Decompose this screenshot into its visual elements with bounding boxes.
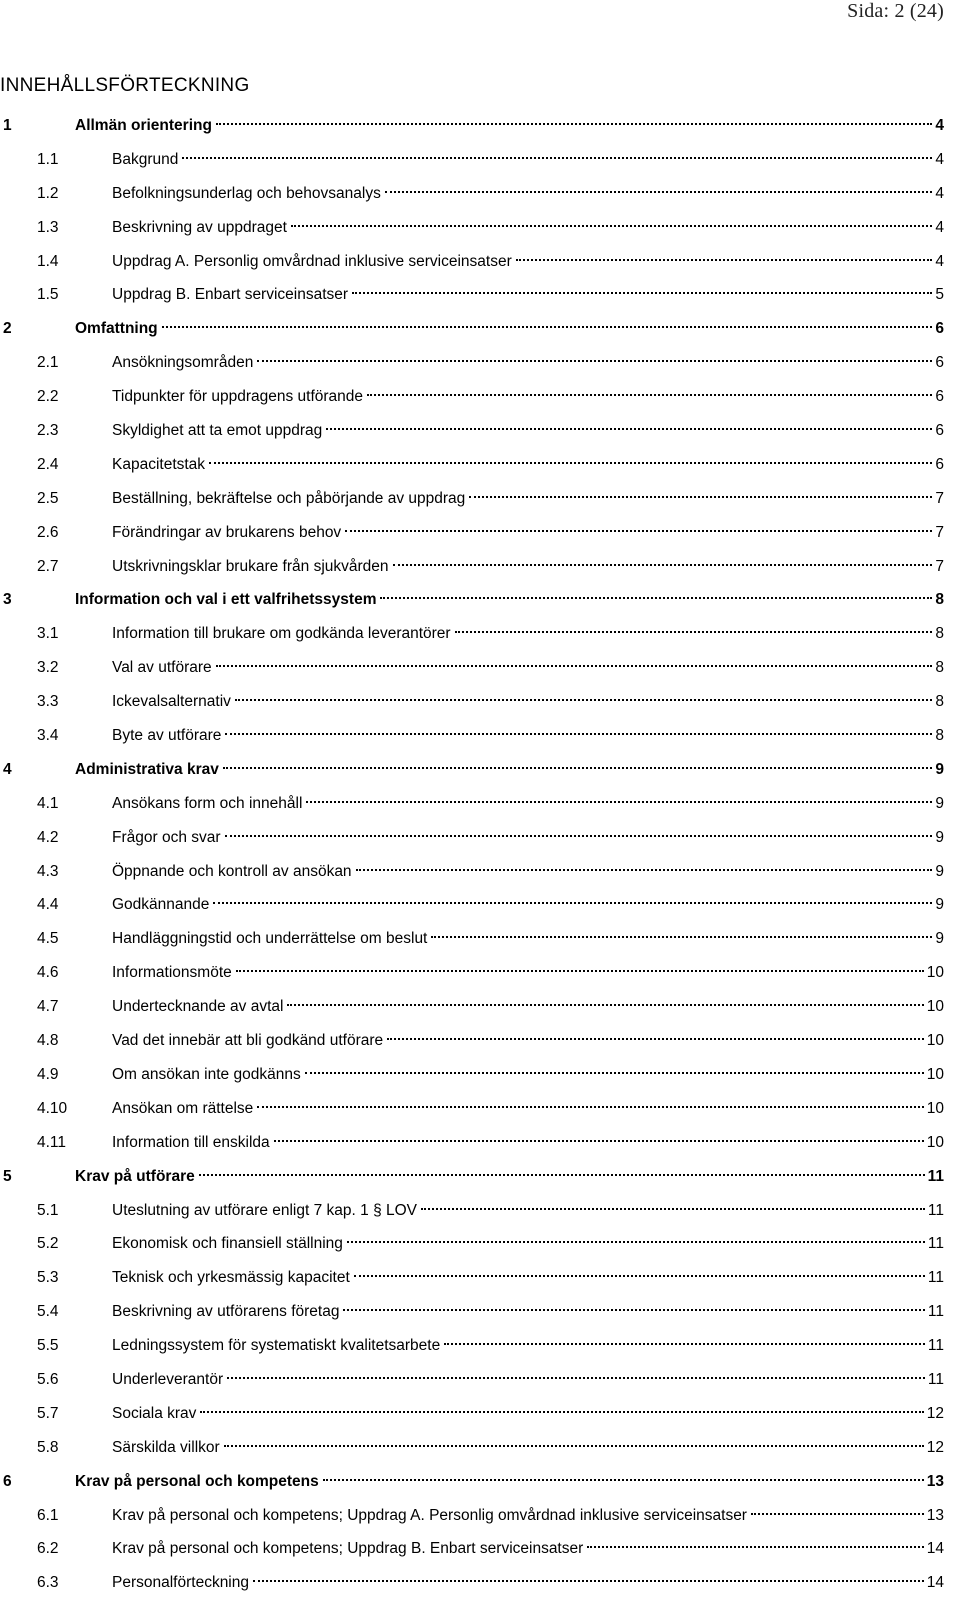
toc-section-entry[interactable] — [0, 722, 944, 756]
toc-section-entry[interactable] — [0, 959, 944, 993]
toc-entry-page-number: 11 — [927, 1370, 944, 1388]
toc-chapter-entry[interactable] — [0, 112, 944, 146]
toc-section-entry[interactable] — [0, 688, 944, 722]
toc-title: INNEHÅLLSFÖRTECKNING — [0, 75, 250, 96]
toc-entry-title: Allmän orientering — [75, 117, 212, 134]
toc-chapter-entry[interactable] — [0, 315, 944, 349]
toc-section-entry[interactable] — [0, 519, 944, 553]
toc-section-entry[interactable] — [0, 1569, 944, 1603]
toc-entry-number: 2 — [3, 320, 12, 338]
toc-section-entry[interactable] — [0, 417, 944, 451]
toc-entry-number: 3 — [3, 591, 12, 609]
toc-dot-leader — [393, 564, 933, 566]
toc-dot-leader — [421, 1208, 925, 1210]
toc-entry-title: Ledningssystem för systematiskt kvalitetsarbete — [112, 1337, 441, 1355]
toc-entry-number: 3.2 — [37, 659, 59, 677]
toc-entry-number: 2.2 — [37, 388, 59, 406]
toc-dot-leader — [469, 496, 932, 498]
toc-entry-page-number: 8 — [935, 591, 944, 609]
toc-entry-title: Skyldighet att ta emot uppdrag — [112, 422, 323, 440]
toc-entry-title: Beskrivning av uppdraget — [112, 218, 287, 236]
toc-section-entry[interactable] — [0, 925, 944, 959]
toc-entry-page-number: 13 — [926, 1472, 944, 1490]
toc-entry-page-number: 7 — [935, 523, 944, 541]
toc-entry-page-number: 11 — [927, 1235, 944, 1253]
toc-entry-number: 4.7 — [37, 998, 59, 1016]
toc-dot-leader — [516, 259, 933, 261]
toc-entry-title: Om ansökan inte godkänns — [112, 1065, 301, 1083]
toc-section-entry[interactable] — [0, 1197, 944, 1231]
toc-entry-number: 6 — [3, 1472, 12, 1490]
toc-entry-page-number: 8 — [935, 693, 944, 711]
toc-section-entry[interactable] — [0, 1298, 944, 1332]
toc-entry-number: 4.2 — [37, 828, 59, 846]
toc-chapter-entry[interactable] — [0, 1468, 944, 1502]
toc-section-entry[interactable] — [0, 1264, 944, 1298]
toc-entry-number: 6.2 — [37, 1540, 59, 1558]
toc-dot-leader — [216, 123, 932, 125]
toc-chapter-entry[interactable] — [0, 1163, 944, 1197]
toc-entry-page-number: 9 — [935, 896, 944, 914]
toc-section-entry[interactable] — [0, 824, 944, 858]
toc-entry-page-number: 13 — [926, 1506, 944, 1524]
toc-entry-page-number: 11 — [927, 1337, 944, 1355]
toc-entry-title: Utskrivningsklar brukare från sjukvården — [112, 557, 389, 575]
toc-dot-leader — [751, 1513, 924, 1515]
toc-entry-title: Frågor och svar — [112, 828, 221, 846]
toc-section-entry[interactable] — [0, 1095, 944, 1129]
toc-entry-number: 3.3 — [37, 693, 59, 711]
toc-section-entry[interactable] — [0, 383, 944, 417]
toc-entry-page-number: 6 — [935, 455, 944, 473]
toc-entry-number: 5.7 — [37, 1404, 59, 1422]
toc-section-entry[interactable] — [0, 451, 944, 485]
toc-entry-title: Sociala krav — [112, 1404, 197, 1422]
toc-entry-number: 3.4 — [37, 727, 59, 745]
toc-entry-page-number: 4 — [935, 150, 944, 168]
toc-entry-title: Bakgrund — [112, 150, 179, 168]
toc-dot-leader — [162, 326, 933, 328]
toc-entry-number: 2.7 — [37, 557, 59, 575]
toc-entry-number: 5.4 — [37, 1303, 59, 1321]
toc-dot-leader — [199, 1174, 925, 1176]
toc-entry-title: Krav på personal och kompetens; Uppdrag B. Enbart serviceinsatser — [112, 1540, 584, 1558]
toc-entry-number: 2.5 — [37, 489, 59, 507]
toc-section-entry[interactable] — [0, 1332, 944, 1366]
toc-entry-title: Informationsmöte — [112, 964, 232, 982]
toc-entry-number: 2.6 — [37, 523, 59, 541]
toc-dot-leader — [354, 1275, 925, 1277]
toc-dot-leader — [345, 530, 932, 532]
toc-entry-page-number: 7 — [935, 557, 944, 575]
toc-entry-title: Ickevalsalternativ — [112, 693, 231, 711]
toc-section-entry[interactable] — [0, 1400, 944, 1434]
toc-dot-leader — [213, 902, 932, 904]
toc-section-entry[interactable] — [0, 146, 944, 180]
toc-entry-title: Underleverantör — [112, 1370, 224, 1388]
toc-entry-page-number: 10 — [926, 1032, 944, 1050]
toc-entry-page-number: 6 — [935, 320, 944, 338]
toc-dot-leader — [444, 1343, 925, 1345]
toc-entry-page-number: 4 — [935, 184, 944, 202]
toc-section-entry[interactable] — [0, 993, 944, 1027]
toc-entry-page-number: 11 — [927, 1303, 944, 1321]
toc-entry-title: Beställning, bekräftelse och påbörjande av uppdrag — [112, 489, 466, 507]
toc-entry-title: Uppdrag A. Personlig omvårdnad inklusive serviceinsatser — [112, 252, 512, 270]
toc-section-entry[interactable] — [0, 349, 944, 383]
toc-entry-number: 4.1 — [37, 794, 59, 812]
toc-entry-title: Undertecknande av avtal — [112, 998, 284, 1016]
toc-entry-title: Information och val i ett valfrihetssystem — [75, 591, 377, 609]
toc-entry-page-number: 6 — [935, 388, 944, 406]
toc-entry-page-number: 9 — [935, 828, 944, 846]
toc-section-entry[interactable] — [0, 620, 944, 654]
toc-dot-leader — [305, 1072, 924, 1074]
toc-entry-page-number: 9 — [935, 862, 944, 880]
toc-entry-number: 2.1 — [37, 354, 59, 372]
toc-section-entry[interactable] — [0, 1061, 944, 1095]
toc-entry-page-number: 10 — [926, 964, 944, 982]
toc-dot-leader — [385, 191, 933, 193]
toc-dot-leader — [380, 597, 932, 599]
toc-entry-number: 3.1 — [37, 625, 59, 643]
toc-entry-page-number: 14 — [926, 1574, 944, 1592]
toc-entry-page-number: 12 — [926, 1404, 944, 1422]
toc-dot-leader — [387, 1038, 924, 1040]
toc-entry-title: Tidpunkter för uppdragens utförande — [112, 388, 364, 406]
toc-entry-title: Godkännande — [112, 896, 210, 914]
toc-dot-leader — [235, 699, 932, 701]
toc-entry-title: Krav på personal och kompetens; Uppdrag A. Personlig omvårdnad inklusive serviceinsatser — [112, 1506, 747, 1524]
toc-dot-leader — [367, 394, 932, 396]
toc-dot-leader — [253, 1580, 924, 1582]
toc-entry-number: 5.1 — [37, 1201, 59, 1219]
toc-section-entry[interactable] — [0, 553, 944, 587]
toc-entry-page-number: 8 — [935, 727, 944, 745]
toc-entry-page-number: 10 — [926, 1065, 944, 1083]
toc-dot-leader — [224, 1445, 924, 1447]
toc-dot-leader — [257, 360, 932, 362]
toc-entry-number: 4.5 — [37, 930, 59, 948]
toc-entry-title: Handläggningstid och underrättelse om beslut — [112, 930, 428, 948]
toc-entry-title: Kapacitetstak — [112, 455, 206, 473]
toc-entry-page-number: 4 — [935, 117, 944, 134]
toc-entry-title: Beskrivning av utförarens företag — [112, 1303, 340, 1321]
toc-entry-page-number: 6 — [935, 422, 944, 440]
toc-chapter-entry[interactable] — [0, 586, 944, 620]
toc-entry-number: 4.11 — [37, 1133, 67, 1151]
toc-dot-leader — [209, 462, 932, 464]
toc-dot-leader — [274, 1140, 924, 1142]
toc-entry-title: Administrativa krav — [75, 760, 219, 778]
toc-dot-leader — [257, 1106, 923, 1108]
toc-dot-leader — [455, 631, 933, 633]
toc-section-entry[interactable] — [0, 485, 944, 519]
toc-dot-leader — [227, 1377, 925, 1379]
toc-dot-leader — [306, 801, 932, 803]
toc-entry-number: 4.9 — [37, 1065, 59, 1083]
toc-entry-number: 1.4 — [37, 252, 59, 270]
toc-dot-leader — [223, 767, 933, 769]
toc-entry-number: 5.2 — [37, 1235, 59, 1253]
toc-dot-leader — [225, 835, 933, 837]
toc-entry-title: Uteslutning av utförare enligt 7 kap. 1 § LOV — [112, 1201, 418, 1219]
toc-dot-leader — [323, 1479, 924, 1481]
toc-entry-page-number: 10 — [926, 998, 944, 1016]
toc-dot-leader — [326, 428, 932, 430]
toc-dot-leader — [236, 970, 924, 972]
toc-entry-number: 1.3 — [37, 218, 59, 236]
toc-dot-leader — [291, 225, 932, 227]
toc-entry-page-number: 12 — [926, 1438, 944, 1456]
toc-dot-leader — [352, 292, 932, 294]
toc-entry-title: Krav på utförare — [75, 1167, 195, 1185]
toc-section-entry[interactable] — [0, 1129, 944, 1163]
toc-dot-leader — [216, 665, 933, 667]
toc-entry-title: Information till brukare om godkända leverantörer — [112, 625, 451, 643]
toc-dot-leader — [356, 869, 933, 871]
toc-entry-number: 4.6 — [37, 964, 59, 982]
toc-entry-title: Ansökan om rättelse — [112, 1099, 254, 1117]
toc-entry-number: 1.1 — [37, 150, 59, 168]
toc-entry-page-number: 9 — [935, 930, 944, 948]
toc-entry-title: Byte av utförare — [112, 727, 222, 745]
toc-entry-number: 5.6 — [37, 1370, 59, 1388]
toc-entry-page-number: 10 — [926, 1099, 944, 1117]
toc-entry-title: Krav på personal och kompetens — [75, 1472, 319, 1490]
toc-section-entry[interactable] — [0, 1230, 944, 1264]
toc-entry-number: 5.8 — [37, 1438, 59, 1456]
toc-section-entry[interactable] — [0, 1027, 944, 1061]
toc-entry-number: 2.4 — [37, 455, 59, 473]
toc-entry-page-number: 11 — [927, 1269, 944, 1287]
toc-chapter-entry[interactable] — [0, 756, 944, 790]
toc-entry-number: 6.1 — [37, 1506, 59, 1524]
toc-section-entry[interactable] — [0, 1502, 944, 1536]
toc-entry-number: 5.3 — [37, 1269, 59, 1287]
toc-entry-page-number: 6 — [935, 354, 944, 372]
toc-entry-page-number: 8 — [935, 659, 944, 677]
toc-entry-page-number: 7 — [935, 489, 944, 507]
toc-entry-title: Vad det innebär att bli godkänd utförare — [112, 1032, 384, 1050]
toc-entry-page-number: 8 — [935, 625, 944, 643]
toc-entry-number: 1.5 — [37, 286, 59, 304]
toc-entry-title: Öppnande och kontroll av ansökan — [112, 862, 352, 880]
toc-entry-title: Uppdrag B. Enbart serviceinsatser — [112, 286, 349, 304]
toc-section-entry[interactable] — [0, 248, 944, 282]
toc-entry-title: Omfattning — [75, 320, 158, 338]
toc-section-entry[interactable] — [0, 858, 944, 892]
toc-entry-number: 4.4 — [37, 896, 59, 914]
toc-entry-page-number: 4 — [935, 252, 944, 270]
toc-section-entry[interactable] — [0, 1434, 944, 1468]
toc-dot-leader — [343, 1309, 924, 1311]
toc-section-entry[interactable] — [0, 1366, 944, 1400]
toc-dot-leader — [431, 936, 932, 938]
toc-entry-number: 4.3 — [37, 862, 59, 880]
toc-entry-page-number: 11 — [927, 1167, 944, 1185]
toc-entry-page-number: 11 — [927, 1201, 944, 1219]
toc-entry-title: Ekonomisk och finansiell ställning — [112, 1235, 343, 1253]
toc-dot-leader — [182, 157, 932, 159]
toc-entry-number: 1 — [3, 117, 12, 134]
toc-entry-page-number: 5 — [935, 286, 944, 304]
toc-entry-title: Personalförteckning — [112, 1574, 249, 1592]
toc-dot-leader — [287, 1004, 923, 1006]
page-number: Sida: 2 (24) — [847, 0, 944, 22]
toc-entry-title: Ansökans form och innehåll — [112, 794, 303, 812]
toc-entry-page-number: 10 — [926, 1133, 944, 1151]
toc-section-entry[interactable] — [0, 654, 944, 688]
toc-dot-leader — [200, 1411, 923, 1413]
toc-entry-number: 2.3 — [37, 422, 59, 440]
toc-entry-title: Val av utförare — [112, 659, 212, 677]
toc-dot-leader — [587, 1546, 923, 1548]
toc-entry-title: Förändringar av brukarens behov — [112, 523, 342, 541]
toc-entry-number: 5.5 — [37, 1337, 59, 1355]
toc-list — [0, 112, 944, 1603]
toc-entry-number: 1.2 — [37, 184, 59, 202]
toc-entry-title: Teknisk och yrkesmässig kapacitet — [112, 1269, 350, 1287]
toc-section-entry[interactable] — [0, 214, 944, 248]
toc-entry-number: 4.8 — [37, 1032, 59, 1050]
toc-section-entry[interactable] — [0, 1535, 944, 1569]
toc-dot-leader — [347, 1241, 925, 1243]
toc-section-entry[interactable] — [0, 891, 944, 925]
toc-entry-number: 4 — [3, 760, 12, 778]
toc-entry-number: 4.10 — [37, 1099, 68, 1117]
toc-entry-title: Befolkningsunderlag och behovsanalys — [112, 184, 381, 202]
toc-dot-leader — [225, 733, 932, 735]
toc-section-entry[interactable] — [0, 281, 944, 315]
toc-entry-number: 6.3 — [37, 1574, 59, 1592]
toc-entry-title: Ansökningsområden — [112, 354, 254, 372]
toc-entry-page-number: 4 — [935, 218, 944, 236]
toc-entry-page-number: 14 — [926, 1540, 944, 1558]
toc-section-entry[interactable] — [0, 790, 944, 824]
toc-entry-number: 5 — [3, 1167, 12, 1185]
toc-entry-title: Särskilda villkor — [112, 1438, 220, 1456]
toc-section-entry[interactable] — [0, 180, 944, 214]
toc-entry-title: Information till enskilda — [112, 1133, 270, 1151]
toc-entry-page-number: 9 — [935, 760, 944, 778]
toc-entry-page-number: 9 — [935, 794, 944, 812]
